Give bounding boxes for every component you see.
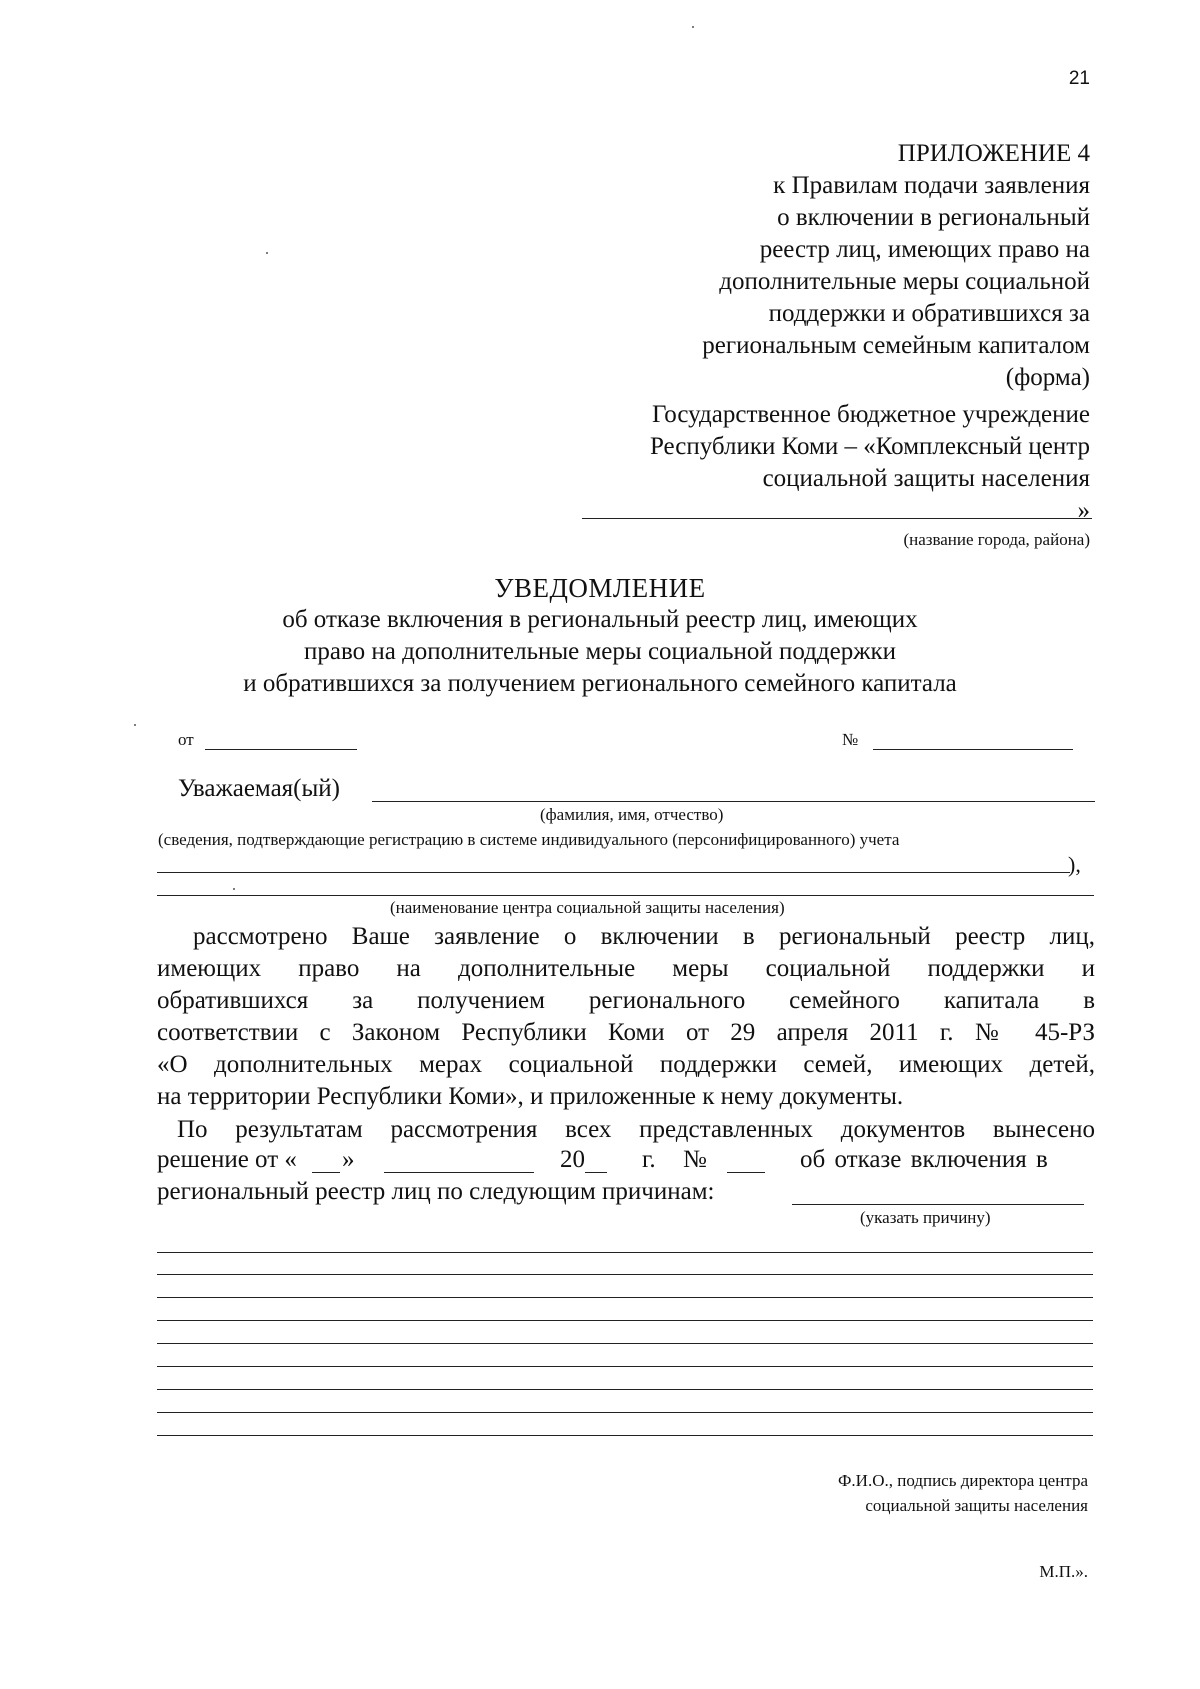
scan-speck xyxy=(233,888,235,890)
year-prefix: 20 xyxy=(560,1146,585,1173)
notice-subtitle-line: об отказе включения в региональный реестр лиц, имеющих xyxy=(282,606,918,633)
reason-line xyxy=(157,1274,1093,1275)
page-number: 21 xyxy=(1068,68,1090,89)
refusal-text: об отказе включения в xyxy=(800,1146,1048,1173)
organization-block xyxy=(530,399,1090,495)
snils-caption: (сведения, подтверждающие регистрацию в системе индивидуального (персонифицированного) учета xyxy=(158,830,900,849)
organization-line: социальной защиты населения xyxy=(762,465,1090,492)
decision-number-blank-line xyxy=(727,1172,765,1173)
appendix-title: ПРИЛОЖЕНИЕ 4 xyxy=(897,140,1090,167)
name-caption: (фамилия, имя, отчество) xyxy=(540,805,724,824)
reason-line xyxy=(157,1252,1093,1253)
closing-quote: » xyxy=(1077,497,1090,524)
number-blank-line xyxy=(873,749,1073,750)
reason-blank-line xyxy=(792,1204,1084,1205)
city-blank-line xyxy=(582,518,1092,519)
signature-line: социальной защиты населения xyxy=(865,1496,1088,1515)
paragraph-1 xyxy=(157,921,1095,1113)
reason-line xyxy=(157,1343,1093,1344)
paragraph-line: на территории Республики Коми», и приложенные к нему документы. xyxy=(157,1083,904,1110)
year-suffix: г. xyxy=(642,1146,656,1173)
decision-text: решение от « xyxy=(157,1146,297,1173)
notice-subtitle-line: и обратившихся за получением регионального семейного капитала xyxy=(243,670,957,697)
reason-line xyxy=(157,1435,1093,1436)
paragraph-2 xyxy=(157,1114,1095,1146)
city-caption: (название города, района) xyxy=(903,530,1090,549)
snils-blank-line xyxy=(157,872,1070,873)
salutation: Уважаемая(ый) xyxy=(178,775,340,802)
scan-speck xyxy=(266,252,268,254)
day-blank-line xyxy=(312,1172,340,1173)
scan-speck xyxy=(692,26,694,28)
appendix-line: реестр лиц, имеющих право на xyxy=(759,236,1090,263)
month-blank-line xyxy=(384,1172,534,1173)
center-blank-line xyxy=(157,895,1094,896)
date-from-label: от xyxy=(178,730,194,749)
reason-line xyxy=(157,1366,1093,1367)
appendix-line: о включении в региональный xyxy=(777,204,1090,231)
name-blank-line xyxy=(372,801,1095,802)
reason-line xyxy=(157,1320,1093,1321)
appendix-line: к Правилам подачи заявления xyxy=(773,172,1090,199)
paragraph-line: соответствии с Законом Республики Коми от 29 апреля 2011 г. № 45-РЗ xyxy=(157,1019,1095,1046)
year-blank-line xyxy=(585,1172,607,1173)
paragraph-line: «О дополнительных мерах социальной поддержки семей, имеющих детей, xyxy=(157,1051,1095,1078)
appendix-form-label: (форма) xyxy=(1005,364,1090,391)
paragraph-line: имеющих право на дополнительные меры социальной поддержки и xyxy=(157,955,1095,982)
scan-speck xyxy=(134,724,136,726)
quote-close: » xyxy=(342,1146,355,1173)
appendix-line: региональным семейным капиталом xyxy=(702,332,1090,359)
center-caption: (наименование центра социальной защиты населения) xyxy=(390,898,785,917)
organization-line: Государственное бюджетное учреждение xyxy=(651,401,1090,428)
appendix-line: дополнительные меры социальной xyxy=(719,268,1090,295)
organization-line: Республики Коми – «Комплексный центр xyxy=(649,433,1090,460)
snils-close: ), xyxy=(1068,852,1081,877)
paragraph-line: рассмотрено Ваше заявление о включении в региональный реестр лиц, xyxy=(193,923,1095,950)
number-sign: № xyxy=(683,1146,707,1173)
number-label: № xyxy=(842,730,859,749)
appendix-header xyxy=(530,138,1090,394)
notice-subtitle-line: право на дополнительные меры социальной поддержки xyxy=(303,638,897,665)
date-blank-line xyxy=(205,749,357,750)
paragraph-line: обратившихся за получением регионального семейного капитала в xyxy=(157,987,1095,1014)
signature-block xyxy=(838,1468,1088,1518)
reason-line xyxy=(157,1412,1093,1413)
stamp-place-label: М.П.». xyxy=(1039,1562,1088,1581)
reason-line xyxy=(157,1389,1093,1390)
reasons-label: региональный реестр лиц по следующим причинам: xyxy=(157,1178,715,1205)
paragraph-line: По результатам рассмотрения всех представленных документов вынесено xyxy=(177,1116,1095,1143)
signature-line: Ф.И.О., подпись директора центра xyxy=(838,1471,1088,1490)
notice-title: УВЕДОМЛЕНИЕ xyxy=(494,573,706,603)
appendix-line: поддержки и обратившихся за xyxy=(768,300,1090,327)
notice-heading xyxy=(0,572,1200,700)
reason-caption: (указать причину) xyxy=(860,1208,991,1227)
reason-line xyxy=(157,1297,1093,1298)
